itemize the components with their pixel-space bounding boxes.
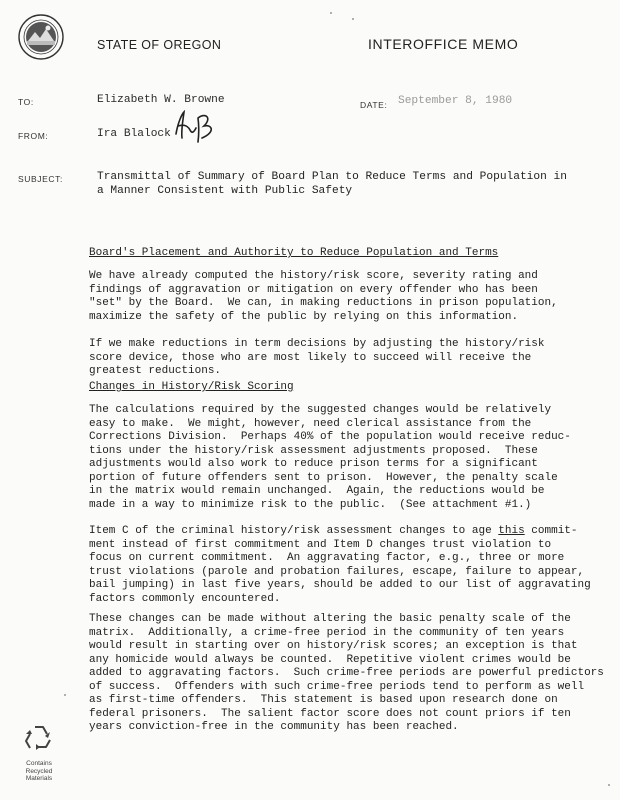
scan-speck <box>352 18 354 20</box>
scan-speck <box>330 12 332 14</box>
from-label: FROM: <box>18 131 49 141</box>
paragraph-line: any homicide would always be counted. Repetitive violent crimes would be <box>89 653 571 666</box>
paragraph-line: "set" by the Board. We can, in making reductions in prison population, <box>89 297 558 309</box>
subject-label: SUBJECT: <box>18 174 63 184</box>
paragraph-line: ment instead of first commitment and Item D changes trust violation to <box>89 538 552 551</box>
paragraph-line: If we make reductions in term decisions by adjusting the history/risk <box>89 338 545 350</box>
paragraph-line: added to aggravating factors. Such crime-free periods are powerful predictors <box>89 667 604 679</box>
paragraph-line: easy to make. We might, however, need clerical assistance from the <box>89 417 532 430</box>
paragraph-line: tions under the history/risk assessment adjustments proposed. These <box>89 444 538 457</box>
from-value: Ira Blalock <box>97 128 171 140</box>
paragraph-line: We have already computed the history/risk score, severity rating and <box>89 270 538 282</box>
paragraph-line: focus on current commitment. An aggravating factor, e.g., three or more <box>89 552 565 564</box>
paragraph-line: matrix. Additionally, a crime-free period in the community of ten years <box>89 626 565 639</box>
paragraph-line: portion of future offenders sent to prison. However, the penalty scale <box>89 471 558 484</box>
paragraph-line: score device, those who are most likely to succeed will receive the <box>89 351 532 364</box>
paragraph-line: The calculations required by the suggested changes would be relatively <box>89 404 552 416</box>
paragraph-line: Corrections Division. Perhaps 40% of the population would receive reduc- <box>89 431 571 443</box>
scan-speck <box>64 694 66 696</box>
section-heading-history-risk: Changes in History/Risk Scoring <box>89 381 294 393</box>
paragraph-line: greatest reductions. <box>89 365 222 377</box>
handwritten-initials-signature <box>172 108 222 146</box>
interoffice-memo-title: INTEROFFICE MEMO <box>368 36 519 52</box>
paragraph-line: of success. Offenders with such crime-free periods tend to perform as well <box>89 680 585 693</box>
section-heading-placement-authority: Board's Placement and Authority to Reduce Population and Terms <box>89 247 499 259</box>
recycled-line: Contains <box>26 760 52 767</box>
date-label: DATE: <box>360 100 388 110</box>
paragraph-5 <box>89 613 609 735</box>
text-run: Item C of the criminal history/risk assessment changes to age <box>89 525 499 537</box>
paragraph-1 <box>89 270 609 324</box>
underlined-word: this <box>498 525 525 537</box>
date-value: September 8, 1980 <box>398 95 513 107</box>
paragraph-line: These changes can be made without altering the basic penalty scale of the <box>89 613 571 625</box>
recycled-line: Recycled <box>25 767 53 775</box>
paragraph-line: findings of aggravation or mitigation on every offender who has been <box>89 283 538 296</box>
subject-text <box>97 170 577 198</box>
paragraph-line: years conviction-free in the community has been reached. <box>89 721 459 733</box>
state-of-oregon-heading: STATE OF OREGON <box>97 38 222 52</box>
paragraph-line: adjustments would also work to reduce prison terms for a significant <box>89 458 538 470</box>
paragraph-2 <box>89 338 609 379</box>
paragraph-line: trust violations (parole and probation failures, escape, failure to appear, <box>89 565 585 578</box>
paragraph-line: bail jumping) in last five years, should be added to our list of aggravating <box>89 579 591 591</box>
scan-speck <box>608 784 610 786</box>
paragraph-line: in the matrix would remain unchanged. Again, the reductions would be <box>89 485 545 497</box>
recycled-line: Materials <box>25 775 53 782</box>
paragraph-line: would result in starting over on history/risk scores; an exception is that <box>89 640 578 652</box>
paragraph-line: made in a way to minimize risk to the public. (See attachment #1.) <box>89 498 532 511</box>
text-run: commit- <box>524 525 578 537</box>
recycled-materials-label <box>18 760 60 783</box>
recycle-icon <box>22 722 56 756</box>
paragraph-line <box>89 525 609 539</box>
subject-line: a Manner Consistent with Public Safety <box>97 185 353 197</box>
paragraph-line: maximize the safety of the public by relying on this information. <box>89 310 519 323</box>
to-value: Elizabeth W. Browne <box>97 94 225 106</box>
paragraph-line: federal prisoners. The salient factor score does not count priors if ten <box>89 707 571 720</box>
paragraph-3 <box>89 404 609 512</box>
paragraph-4 <box>89 525 609 606</box>
paragraph-line: factors commonly encountered. <box>89 592 281 605</box>
state-seal-icon <box>18 14 64 60</box>
paragraph-line: as first-time offenders. This statement is based upon research done on <box>89 694 558 706</box>
to-label: TO: <box>18 97 34 107</box>
subject-line: Transmittal of Summary of Board Plan to Reduce Terms and Population in <box>97 171 567 183</box>
